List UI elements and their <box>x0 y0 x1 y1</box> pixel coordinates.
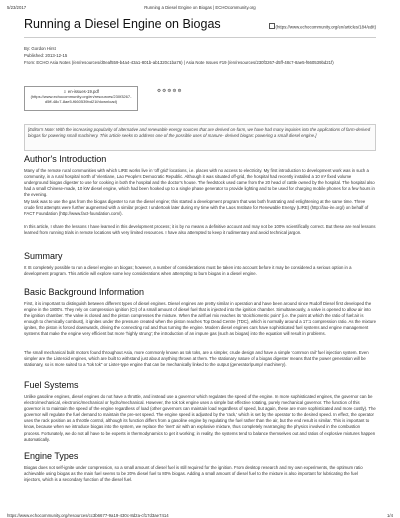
pdf-download-box[interactable] <box>24 86 138 111</box>
fuel-paragraph: Unlike gasoline engines, diesel engines do not have a throttle, and instead use a governor which regulates the speed of the engine. In more sophisticated engines, the governor can be electro/mechanical, electronic/mechanical or hydro/mechanical. However, the tok tok engine uses a simple but effective rotating, purely mechanical governor. The function of this governor is to maintain the speed of the engine regardless of load (other governors can maintain load regardless of speed, but again, these are more sophisticated and more costly). The governor will regulate the fuel demand to maintain the pre-set speed. The engine speed is adjusted by the 'rack,' which is set by the operator to the desired speed. In effect, the operator uses the rack position as a throttle control, although its function differs from a gasoline engine by regulating the fuel rather than the air, but the end result is similar. This is important to know, because when we introduce biogas into the system, we replace the 'inert' air with an explosive mixture, thus completely rearranging the physics involved in the combustion process. Fortunately, we do not all have to be experts in thermodynamics to get it working; in reality, the systems tend to balance themselves out and ratios of explosive mixtures happen automatically. <box>24 394 376 442</box>
print-page-title: Running a Diesel Engine on Biogas | ECHOcommunity.org <box>144 5 256 10</box>
footer-url: https://www.echocommunity.org/resources/cc3b6677-9a19-430c-8d2a-cf17d3ae7414 <box>7 513 169 518</box>
section-heading-summary: Summary <box>24 251 63 261</box>
intro-paragraph-3: In this article, I share the lessons I have learned in this development process; it is by no means a definitive account and may not be 100% scientifically correct. But these are real lessons learned from running trials in remote locations with very limited resources. I have also attempted to keep it rudimentary and avoid technical jargon. <box>24 224 376 236</box>
author-line: By: Gordon Hirst <box>24 46 56 51</box>
article-title: Running a Diesel Engine on Biogas <box>24 17 221 31</box>
edit-link-text[interactable]: (https://www.echocommunity.org/en/articles/184/edit) <box>275 24 376 30</box>
engine-types-paragraph: Biogas does not self-ignite under compression, so a small amount of diesel fuel is still required for the ignition. From desktop research and my own experiments, the optimum ratio achievable using biogas as the main fuel seems to be 20% diesel fuel to 80% biogas. Adding a small amount of diesel fuel to the mixture is also important for lubricating the fuel injectors, which is a secondary function of the diesel fuel. <box>24 465 363 483</box>
summary-paragraph: It IS completely possible to run a diesel engine on biogas; however, a number of considerations must be taken into account before it may be considered a serious option in a development program. This article will explore some key considerations when attempting to burn biogas in a diesel engine. <box>24 265 352 277</box>
edit-link[interactable] <box>269 23 376 30</box>
pdf-url-line2[interactable]: d5ff-48c7-8ae5-f660539bd21f/download) <box>44 99 118 105</box>
share-icons[interactable]: ⚙⚙⚙⚙⚙ <box>157 88 183 93</box>
title-bar <box>24 15 376 38</box>
background-paragraph-2: The small mechanical bulit motors found throughout Asia, more commonly known as tok toks, are a simpler, crude design and have a simple 'common rail' fuel injection system. Even simpler are the Listeroid engines, which are built to withstand just about anything thrown at them. The stationary nature of a biogas digester means that the power generation will be stationary, so is more suited to a "tok tok" or Lister-type engine that can be mechanically linked to the output (generator/pump/ machinery). <box>24 350 369 368</box>
intro-paragraph-1: Many of the remote rural communities with which LIRE works live in 'off grid' locations, i.e. places with no access to electricity. My first introduction to development work was in such a community, in a rural hospital north of Vientiane, Lao People's Democratic Republic. Although it was situated off-grid, the hospital had recently installed a 10 m³ fixed volume underground biogas digester to use for cooking in both the hospital and the doctor's house. The feedstock used came from the 20 head of cattle owned by the hospital. The hospital also had a small Chinese-made, 10 kW diesel engine, which had been hooked up to a single phase generator to provide lighting and to be used for charging mobile phones for a few hours in the evening. <box>24 168 375 198</box>
section-heading-intro: Author's Introduction <box>24 154 107 164</box>
section-heading-engine-types: Engine Types <box>24 451 79 461</box>
print-date: 5/23/2017 <box>7 5 27 10</box>
intro-paragraph-2: My task was to use the gas from the biogas digester to run the diesel engine; this started a development program that was both frustrating and enlightening at the same time. Three crude first attempts were further augmented with a similar project I undertook later during my time with the Laos Institute for Renewable Energy (LIRE) (http://lao-ire.org/) on behalf of FACT Foundation (http://www.fact-foundation.com/). <box>24 199 369 217</box>
article-meta <box>24 45 376 67</box>
section-heading-fuel: Fuel Systems <box>24 380 79 390</box>
pdf-filename[interactable]: ⇩ en-issues-19.pdf <box>63 89 99 94</box>
published-line: Published: 2013-12-15 <box>24 53 68 59</box>
edit-icon <box>269 23 275 29</box>
section-heading-background: Basic Background Information <box>24 287 145 297</box>
footer-page-number: 1/4 <box>387 513 393 518</box>
source-line[interactable]: From: ECHO Asia Notes (/en/resources/d0eaf559-b4a4-43a1-801b-ab1320c1ba76) | Asia Note Issues #19 (/en/resources/230f3267-d5ff-48c7-8ae5-f660539bd21f) <box>24 60 334 66</box>
editors-note: [Editor's Note: With the increasing popularity of alternative and renewable energy sources that are derived on-farm, we have had many inquiries into the applications of farm-derived biogas for powering small machinery. This article seeks to address one of the possible uses of manure- derived biogas: powering a small diesel engine.] <box>24 124 376 151</box>
pdf-url-line1[interactable]: (https://www.echocommunity.org/en/resources/230f3267- <box>30 94 132 100</box>
background-paragraph-1: First, it is important to distinguish between different types of diesel engines. Diesel engines are pretty similar in operation and have been around since Rudolf Diesel first developed the engine in the 1800's. They rely on compression ignition (CI) of a small amount of diesel fuel that is injected into the ignition chamber. Simultaneously, a valve is opened to allow air into the ignition chamber. The valve is closed and the piston compresses the mixture. When the air/fuel mix reaches its 'stoichiometric point' (i.e. the point at which the ratio of fuel:air is enough to chemically combust), it ignites under the pressure created when the piston reaches Top Dead Centre (TDC), which is normally around a 17:1 compression ratio. As the mixture ignites, the piston is forced downwards, driving the connecting rod and thus turning the engine. Modern diesel engines cars have sophisticated fuel systems and engine management systems that make the engine very efficient but more 'highly strung'; the introduction of an impure gas (such as biogas) into the equation will result in problems. <box>24 301 376 337</box>
